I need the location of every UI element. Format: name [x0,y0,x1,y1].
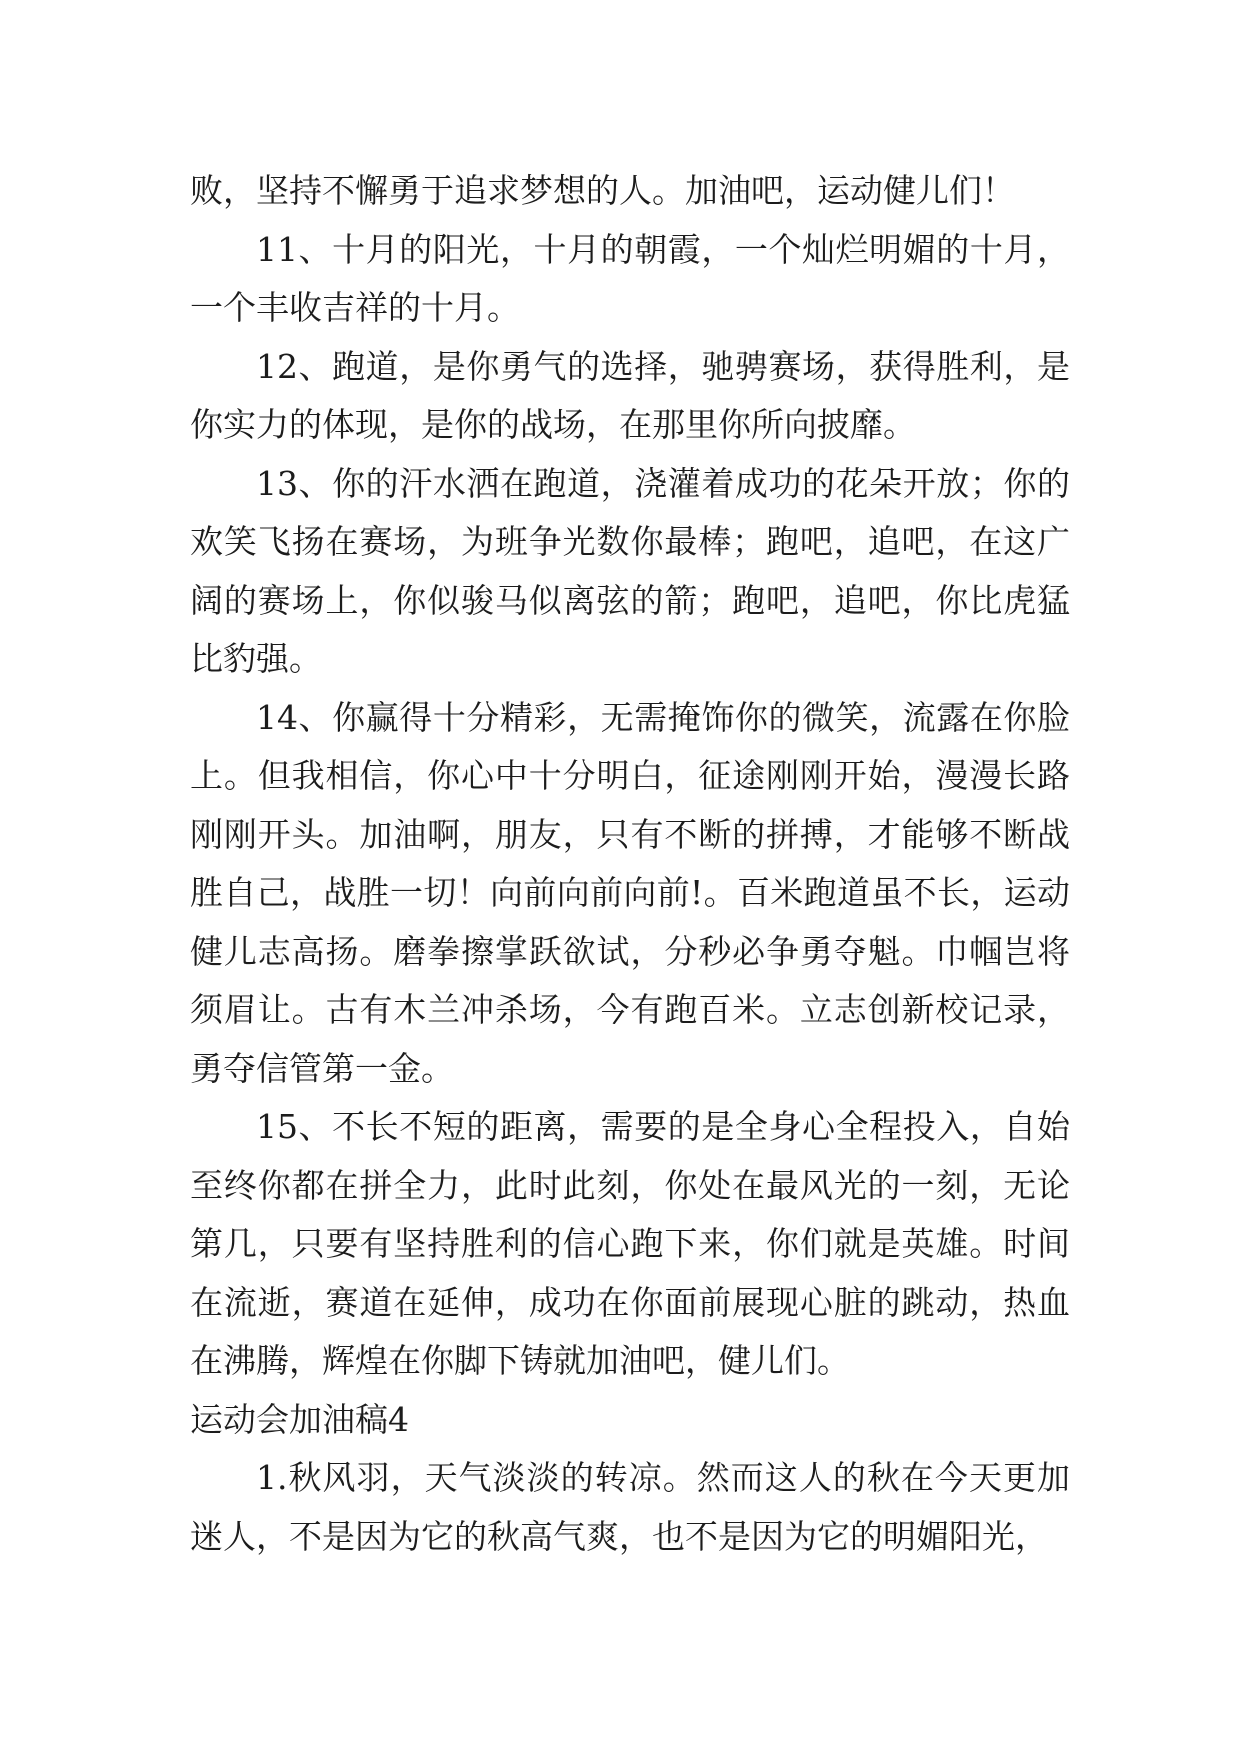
paragraph-continuation: 败，坚持不懈勇于追求梦想的人。加油吧，运动健儿们！ [190,171,1015,210]
paragraph-item-13: 13、你的汗水洒在跑道，浇灌着成功的花朵开放；你的欢笑飞扬在赛场，为班争光数你最棒；跑吧，追吧，在这广阔的赛场上，你似骏马似离弦的箭；跑吧，追吧，你比虎猛比豹强。 [190,463,1070,678]
paragraph-item-15: 15、不长不短的距离，需要的是全身心全程投入，自始至终你都在拼全力，此时此刻，你处在最风光的一刻，无论第几，只要有坚持胜利的信心跑下来，你们就是英雄。时间在流逝，赛道在延伸，成功在你面前展现心脏的跳动，热血在沸腾，辉煌在你脚下铸就加油吧，健儿们。 [190,1107,1070,1380]
paragraph-item-11: 11、十月的阳光，十月的朝霞，一个灿烂明媚的十月，一个丰收吉祥的十月。 [190,229,1070,327]
document-body [190,162,1070,1566]
paragraph-item-12: 12、跑道，是你勇气的选择，驰骋赛场，获得胜利，是你实力的体现，是你的战场，在那里你所向披靡。 [190,346,1070,444]
paragraph-item-1: 1.秋风羽，天气淡淡的转凉。然而这人的秋在今天更加迷人，不是因为它的秋高气爽，也不是因为它的明媚阳光， [190,1458,1070,1556]
paragraph-item-14: 14、你赢得十分精彩，无需掩饰你的微笑，流露在你脸上。但我相信，你心中十分明白，征途刚刚开始，漫漫长路刚刚开头。加油啊，朋友，只有不断的拼搏，才能够不断战胜自己，战胜一切！向前向前向前!。百米跑道虽不长，运动健儿志高扬。磨拳擦掌跃欲试，分秒必争勇夺魁。巾帼岂将须眉让。古有木兰冲杀场，今有跑百米。立志创新校记录，勇夺信管第一金。 [190,697,1070,1088]
section-heading: 运动会加油稿4 [190,1399,409,1439]
